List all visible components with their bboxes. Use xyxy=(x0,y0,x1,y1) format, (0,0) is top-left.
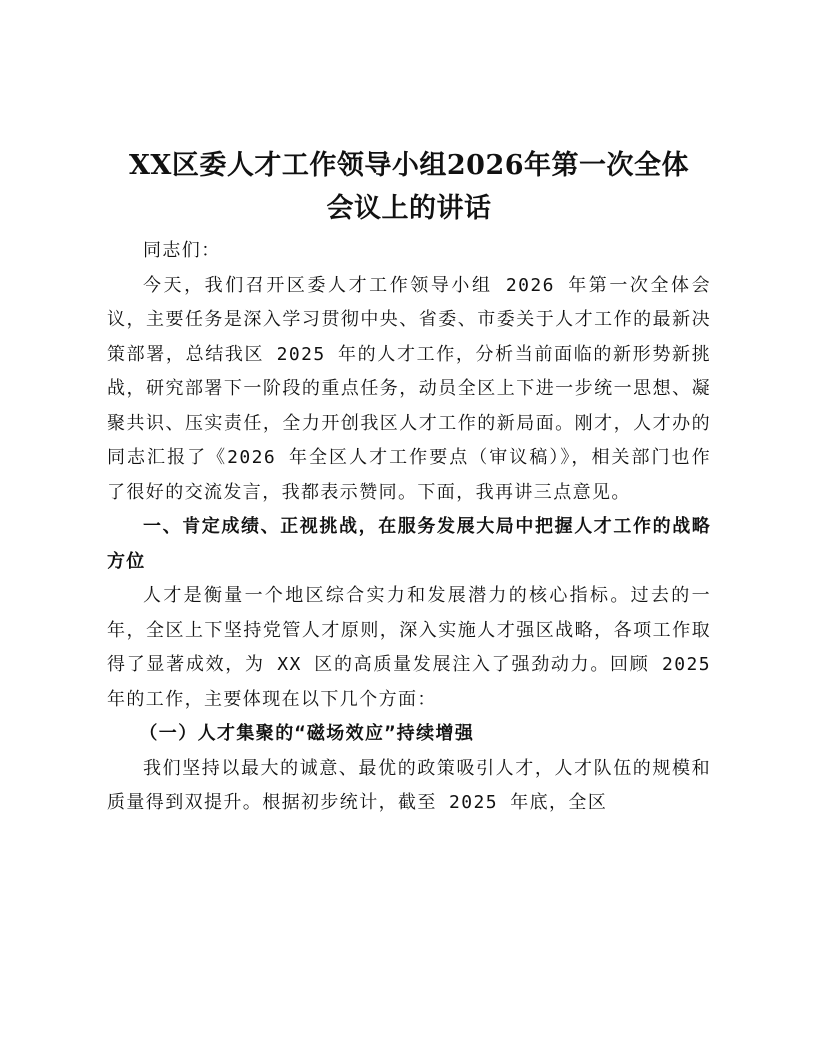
title-line-2: 会议上的讲话 xyxy=(326,193,492,224)
subsection-heading-1: （一）人才集聚的“磁场效应”持续增强 xyxy=(139,723,475,744)
paragraph-intro: 今天，我们召开区委人才工作领导小组 2026 年第一次全体会议，主要任务是深入学习贯彻中央、省委、市委关于人才工作的最新决策部署，总结我区 2025 年的人才工作，分析当前面临的新形势新挑战，研究部署下一阶段的重点任务，动员全区上下进一步统一思想、凝聚共识、压实责任，全力开创我区人才工作的新局面。刚才，人才办的同志汇报了《2026 年全区人才工作要点（审议稿）》，相关部门也作了很好的交流发言，我都表示赞同。下面，我再讲三点意见。 xyxy=(107,274,711,503)
paragraph-review: 人才是衡量一个地区综合实力和发展潜力的核心指标。过去的一年，全区上下坚持党管人才原则，深入实施人才强区战略，各项工作取得了显著成效，为 XX 区的高质量发展注入了强劲动力。回顾 2025 年的工作，主要体现在以下几个方面： xyxy=(107,585,711,710)
section-heading-1: 一、肯定成绩、正视挑战，在服务发展大局中把握人才工作的战略方位 xyxy=(107,516,711,572)
document-title xyxy=(107,144,711,230)
paragraph-talent-gathering: 我们坚持以最大的诚意、最优的政策吸引人才，人才队伍的规模和质量得到双提升。根据初步统计，截至 2025 年底，全区 xyxy=(107,757,711,813)
document-body xyxy=(107,144,711,821)
title-line-1: XX区委人才工作领导小组2026年第一次全体 xyxy=(128,150,690,181)
salutation: 同志们： xyxy=(143,240,221,261)
